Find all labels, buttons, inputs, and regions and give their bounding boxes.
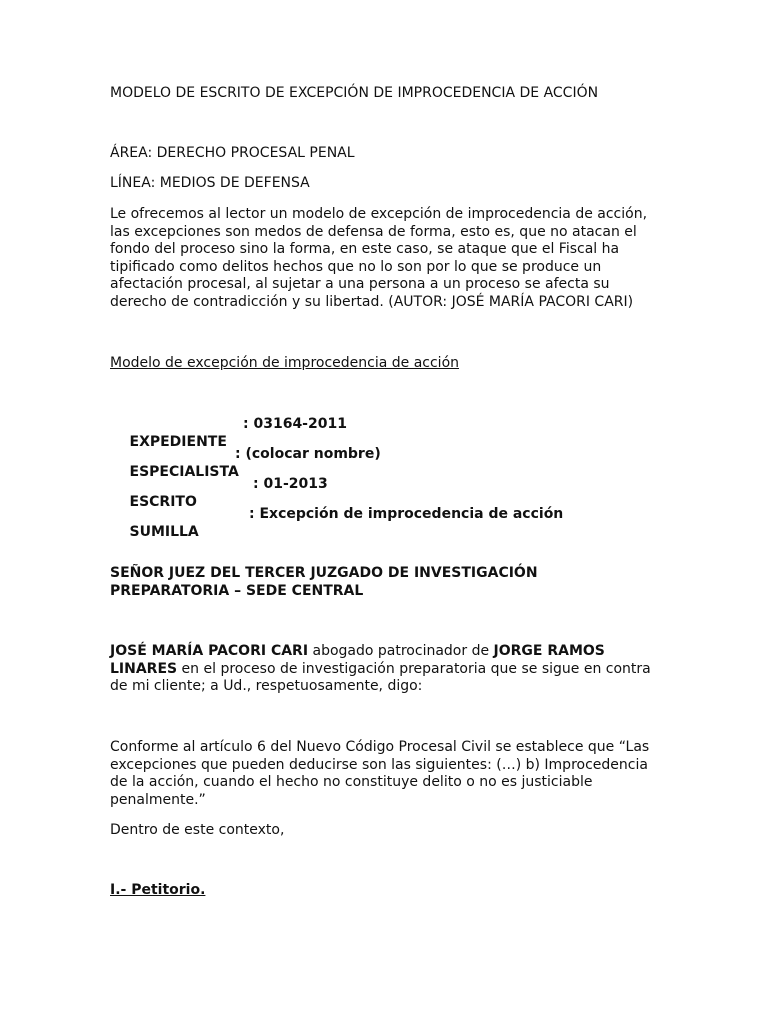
field-label: SUMILLA <box>129 523 199 540</box>
field-label: ESCRITO <box>129 493 197 510</box>
area-line: ÁREA: DERECHO PROCESAL PENAL <box>110 145 355 161</box>
field-label: ESPECIALISTA <box>129 463 239 480</box>
intro-paragraph-2 <box>110 643 662 696</box>
intro-paragraph: Le ofrecemos al lector un modelo de excepción de improcedencia de acción, las excepciones son medos de defensa de forma, esto es, que no atacan el fondo del proceso sino la forma, en este caso, se ataque que el Fiscal ha tipificado como delitos hechos que no lo son por lo que se produce un afectación procesal, al sujetar a una persona a un proceso se afecta su derecho de contradicción y su libertad. (AUTOR: JOSÉ MARÍA PACORI CARI) <box>110 206 648 310</box>
contexto-line: Dentro de este contexto, <box>110 822 285 838</box>
client-name: JORGE RAMOS LINARES <box>110 643 605 677</box>
intro2-text-2: en el proceso de investigación preparatoria que se sigue en contra de mi cliente; a Ud., respetuosamente, digo: <box>110 660 651 695</box>
addressee-line-1: SEÑOR JUEZ DEL TERCER JUZGADO DE INVESTIGACIÓN <box>110 565 538 581</box>
model-heading: Modelo de excepción de improcedencia de acción <box>110 355 460 371</box>
petitorio-heading: I.- Petitorio. <box>110 882 206 898</box>
field-value: : Excepción de improcedencia de acción <box>249 506 564 522</box>
addressee-line-2: PREPARATORIA – SEDE CENTRAL <box>110 583 364 599</box>
field-label: EXPEDIENTE <box>129 433 227 450</box>
field-value: : 03164-2011 <box>243 416 347 432</box>
document-title: MODELO DE ESCRITO DE EXCEPCIÓN DE IMPROCEDENCIA DE ACCIÓN <box>110 85 599 101</box>
intro2-text-1: abogado patrocinador de <box>308 643 494 659</box>
field-value: : (colocar nombre) <box>235 446 381 462</box>
linea-line: LÍNEA: MEDIOS DE DEFENSA <box>110 175 310 191</box>
conforme-paragraph: Conforme al artículo 6 del Nuevo Código Procesal Civil se establece que “Las excepciones que pueden deducirse son las siguientes: (…) b) Improcedencia de la acción, cuando el hecho no constituye delito o no es justiciable penalmente.” <box>110 739 650 808</box>
field-value: : 01-2013 <box>253 476 328 492</box>
lawyer-name: JOSÉ MARÍA PACORI CARI <box>110 643 309 659</box>
